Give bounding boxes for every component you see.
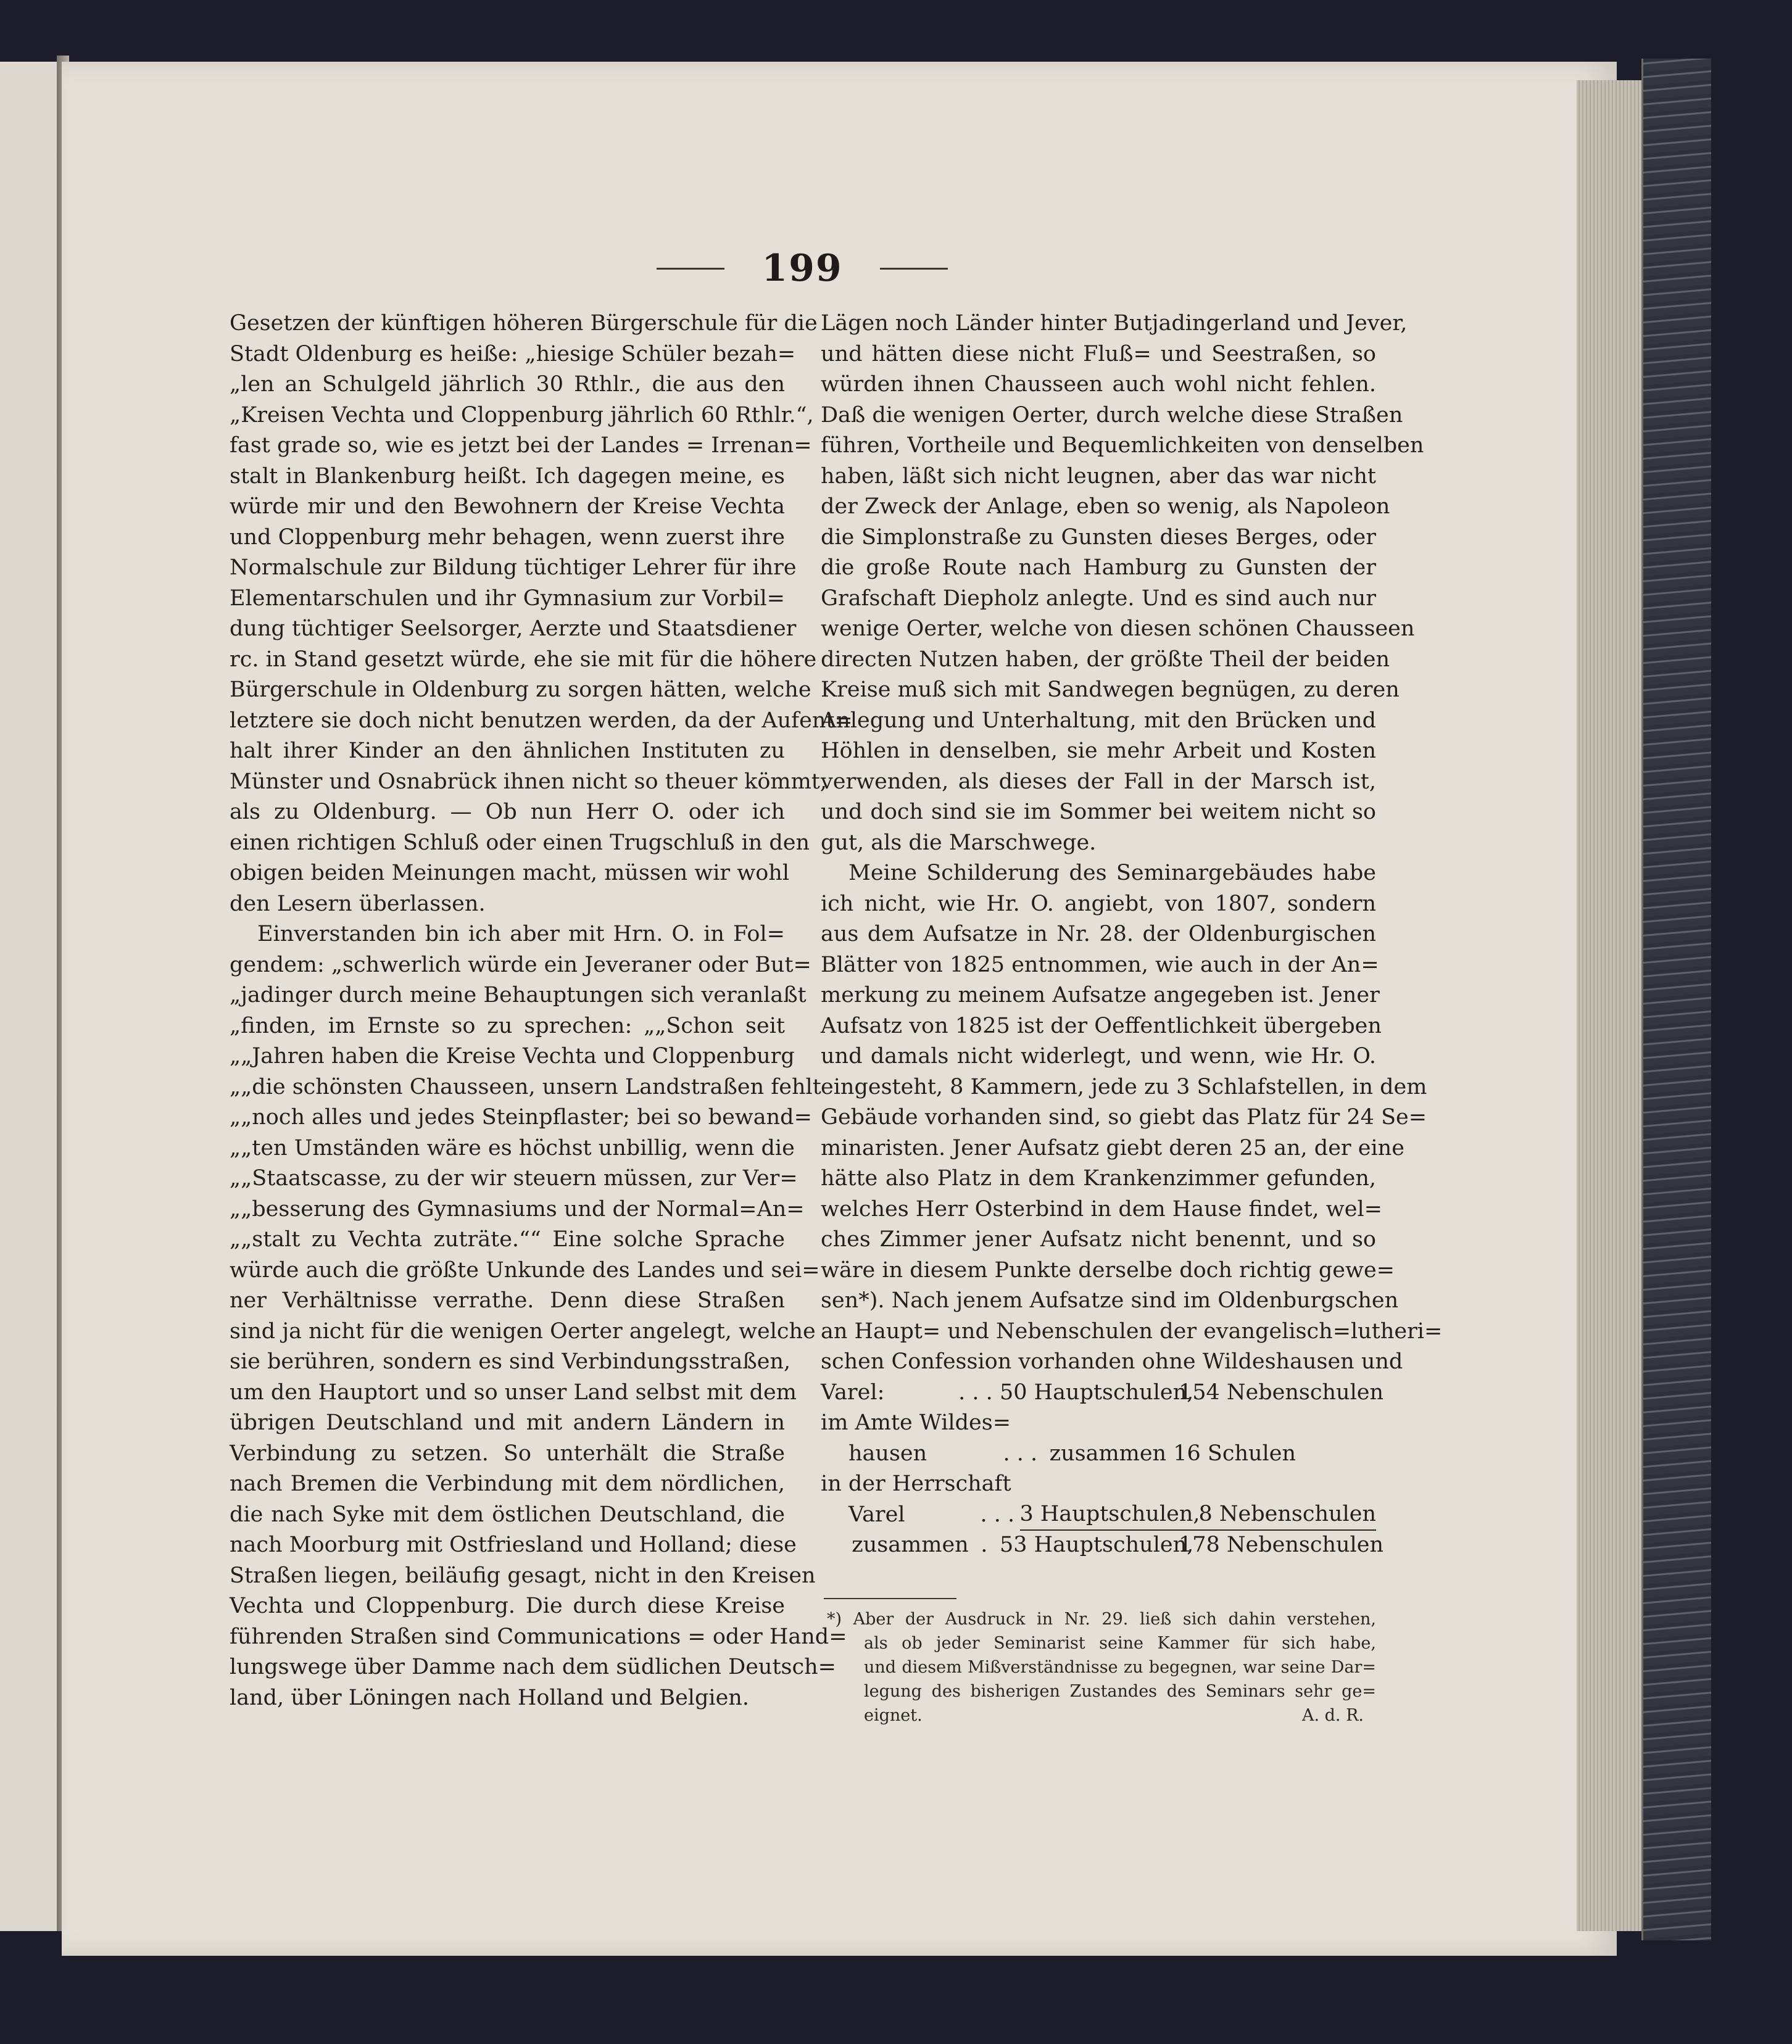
stat-row-varel xyxy=(821,1378,1384,1409)
stat-dots: . . . xyxy=(1003,1441,1038,1466)
stat-haupt: 53 Hauptschulen, xyxy=(999,1533,1194,1557)
book-cover xyxy=(1641,59,1711,1940)
text-line: die große Route nach Hamburg zu Gunsten der xyxy=(821,555,1376,580)
text-line: aus dem Aufsatze in Nr. 28. der Oldenburgischen xyxy=(821,922,1376,946)
stat-label: Varel xyxy=(848,1502,905,1527)
text-line: an Haupt= und Nebenschulen der evangelisch=lutheri= xyxy=(821,1318,1443,1344)
text-line: „„die schönsten Chausseen, unsern Landstraßen fehlt xyxy=(230,1074,821,1099)
text-line: Bürgerschule in Oldenburg zu sorgen hätten, welche xyxy=(230,677,811,702)
text-line: Anlegung und Unterhaltung, mit den Brücken und xyxy=(821,708,1376,733)
stat-total: zusammen 16 Schulen xyxy=(1049,1441,1296,1466)
stat-label: zusammen xyxy=(852,1533,969,1557)
text-line: Einverstanden bin ich aber mit Hrn. O. in Fol= xyxy=(257,922,785,946)
text-line: die Simplonstraße zu Gunsten dieses Berges, oder xyxy=(821,524,1376,550)
text-line: die nach Syke mit dem östlichen Deutschland, die xyxy=(230,1502,785,1527)
facing-page-edge xyxy=(0,62,59,1931)
text-line: Gebäude vorhanden sind, so giebt das Platz für 24 Se= xyxy=(821,1105,1427,1130)
text-line: den Lesern überlassen. xyxy=(230,891,486,916)
text-line: halt ihrer Kinder an den ähnlichen Instituten zu xyxy=(230,739,785,763)
text-line: und damals nicht widerlegt, und wenn, wie Hr. O. xyxy=(821,1044,1376,1069)
stat-neben: 154 Nebenschulen xyxy=(1179,1380,1384,1405)
text-line: ich nicht, wie Hr. O. angiebt, von 1807, sondern xyxy=(821,891,1376,916)
header-rule-left xyxy=(657,268,724,270)
footnote-lines xyxy=(827,1607,1376,1703)
text-line: Verbindung zu setzen. So unterhält die Straße xyxy=(230,1441,785,1466)
text-line: Blätter von 1825 entnommen, wie auch in der An= xyxy=(821,952,1379,977)
stat-row-herr-1 xyxy=(821,1469,1376,1500)
text-line: minaristen. Jener Aufsatz giebt deren 25 an, der eine xyxy=(821,1135,1404,1161)
text-line: Meine Schilderung des Seminargebäudes habe xyxy=(848,861,1376,885)
text-line: nach Bremen die Verbindung mit dem nördlichen, xyxy=(230,1471,785,1496)
text-line: „„Jahren haben die Kreise Vechta und Cloppenburg xyxy=(230,1044,795,1069)
stat-label: in der Herrschaft xyxy=(821,1471,1011,1496)
text-line: wenige Oerter, welche von diesen schönen Chausseen xyxy=(821,616,1415,641)
text-line: rc. in Stand gesetzt würde, ehe sie mit für die höhere xyxy=(230,647,817,672)
text-line: Gesetzen der künftigen höheren Bürgerschule für die xyxy=(230,311,818,336)
text-line: haben, läßt sich nicht leugnen, aber das war nicht xyxy=(821,463,1376,489)
text-line: sind ja nicht für die wenigen Oerter angelegt, welche xyxy=(230,1318,816,1344)
text-line: „Kreisen Vechta und Cloppenburg jährlich 60 Rthlr.“, xyxy=(230,402,814,428)
text-line: stalt in Blankenburg heißt. Ich dagegen meine, es xyxy=(230,463,785,489)
text-line: lungswege über Damme nach dem südlichen Deutsch= xyxy=(230,1655,836,1679)
text-line: führenden Straßen sind Communications = oder Hand= xyxy=(230,1624,847,1649)
text-line: eingesteht, 8 Kammern, jede zu 3 Schlafstellen, in dem xyxy=(821,1074,1427,1099)
text-line: nach Moorburg mit Ostfriesland und Holland; diese xyxy=(230,1533,797,1557)
text-line: „jadinger durch meine Behauptungen sich veranlaßt xyxy=(230,983,807,1008)
text-line: Münster und Osnabrück ihnen nicht so theuer kömmt, xyxy=(230,769,827,794)
text-line: schen Confession vorhanden ohne Wildeshausen und xyxy=(821,1349,1403,1374)
footnote-line: legung des bisherigen Zustandes des Seminars sehr ge= xyxy=(864,1682,1376,1701)
footnote xyxy=(827,1607,1376,1727)
stat-dots: . . . xyxy=(980,1502,1015,1527)
text-line: merkung zu meinem Aufsatze angegeben ist. Jener xyxy=(821,983,1380,1008)
stat-neben: 8 Nebenschulen xyxy=(1199,1499,1377,1531)
text-line: „„besserung des Gymnasiums und der Normal=An= xyxy=(230,1196,805,1222)
text-line: Daß die wenigen Oerter, durch welche diese Straßen xyxy=(821,402,1403,428)
text-line: sie berühren, sondern es sind Verbindungsstraßen, xyxy=(230,1349,791,1374)
text-line: „„ten Umständen wäre es höchst unbillig, wenn die xyxy=(230,1135,795,1161)
page-block-edges xyxy=(1577,80,1645,1931)
text-line: directen Nutzen haben, der größte Theil der beiden xyxy=(821,647,1390,672)
footnote-text: eignet. xyxy=(864,1706,923,1725)
text-line: Elementarschulen und ihr Gymnasium zur Vorbil= xyxy=(230,585,785,611)
text-line: „„noch alles und jedes Steinpflaster; bei so bewand= xyxy=(230,1105,812,1130)
stat-row-wildes-2 xyxy=(821,1439,1376,1470)
text-line: und doch sind sie im Sommer bei weitem nicht so xyxy=(821,800,1376,824)
text-line: land, über Löningen nach Holland und Belgien. xyxy=(230,1685,749,1710)
header-rule-right xyxy=(880,268,948,270)
text-line: und hätten diese nicht Fluß= und Seestraßen, so xyxy=(821,341,1376,366)
text-line: welches Herr Osterbind in dem Hause findet, wel= xyxy=(821,1196,1382,1222)
text-line: „„stalt zu Vechta zuträte.““ Eine solche Sprache xyxy=(230,1227,785,1252)
stat-haupt: 50 Hauptschulen, xyxy=(1000,1380,1194,1405)
text-line: einen richtigen Schluß oder einen Trugschluß in den xyxy=(230,830,810,855)
text-line: Straßen liegen, beiläufig gesagt, nicht in den Kreisen xyxy=(230,1563,816,1588)
stat-label: hausen xyxy=(848,1441,927,1466)
text-line: der Zweck der Anlage, eben so wenig, als Napoleon xyxy=(821,494,1390,519)
text-line: Aufsatz von 1825 ist der Oeffentlichkeit übergeben xyxy=(821,1013,1382,1038)
page-header xyxy=(648,244,956,293)
text-line: würden ihnen Chausseen auch wohl nicht fehlen. xyxy=(821,372,1376,397)
text-line: letztere sie doch nicht benutzen werden, da der Aufent= xyxy=(230,708,853,733)
footnote-line: *) Aber der Ausdruck in Nr. 29. ließ sich dahin verstehen, xyxy=(827,1610,1376,1629)
stat-label: im Amte Wildes= xyxy=(821,1410,1011,1435)
text-line: „„Staatscasse, zu der wir steuern müssen, zur Ver= xyxy=(230,1166,798,1191)
stat-row-herr-2 xyxy=(821,1500,1376,1531)
stat-neben: 178 Nebenschulen xyxy=(1178,1533,1384,1557)
stat-dots: . . . xyxy=(958,1380,993,1405)
page-number: 199 xyxy=(761,247,843,290)
footnote-last-line xyxy=(827,1703,1376,1727)
text-line: führen, Vortheile und Bequemlichkeiten von denselben xyxy=(821,433,1424,458)
text-line: „len an Schulgeld jährlich 30 Rthlr., die aus den xyxy=(230,372,785,397)
text-line: um den Hauptort und so unser Land selbst mit dem xyxy=(230,1380,797,1405)
text-line: gut, als die Marschwege. xyxy=(821,830,1097,855)
stat-label: Varel: xyxy=(821,1380,885,1405)
text-line: Normalschule zur Bildung tüchtiger Lehrer für ihre xyxy=(230,555,797,580)
right-column xyxy=(821,308,1443,1561)
text-line: obigen beiden Meinungen macht, müssen wir wohl xyxy=(230,861,790,885)
text-line: dung tüchtiger Seelsorger, Aerzte und Staatsdiener xyxy=(230,616,797,641)
text-line: ner Verhältnisse verrathe. Denn diese Straßen xyxy=(230,1288,785,1313)
text-line: Lägen noch Länder hinter Butjadingerland und Jever, xyxy=(821,311,1408,336)
text-line: würde auch die größte Unkunde des Landes und sei= xyxy=(230,1257,820,1283)
text-line: als zu Oldenburg. — Ob nun Herr O. oder ich xyxy=(230,800,785,824)
text-line: verwenden, als dieses der Fall in der Marsch ist, xyxy=(821,769,1376,794)
text-line: gendem: „schwerlich würde ein Jeveraner oder But= xyxy=(230,952,811,977)
text-line: ches Zimmer jener Aufsatz nicht benennt, und so xyxy=(821,1227,1376,1252)
text-line: Kreise muß sich mit Sandwegen begnügen, zu deren xyxy=(821,677,1400,702)
footnote-signature: A. d. R. xyxy=(1301,1706,1364,1725)
right-column-text xyxy=(821,308,1443,1378)
text-line: Höhlen in denselben, sie mehr Arbeit und Kosten xyxy=(821,739,1376,763)
stat-row-wildes-1 xyxy=(821,1408,1376,1439)
text-line: „finden, im Ernste so zu sprechen: „„Schon seit xyxy=(230,1013,785,1038)
text-line: wäre in diesem Punkte derselbe doch richtig gewe= xyxy=(821,1257,1395,1283)
stat-row-sum xyxy=(821,1530,1384,1561)
footnote-line: als ob jeder Seminarist seine Kammer für sich habe, xyxy=(864,1634,1376,1653)
text-line: würde mir und den Bewohnern der Kreise Vechta xyxy=(230,494,785,519)
text-line: sen*). Nach jenem Aufsatze sind im Oldenburgschen xyxy=(821,1288,1399,1313)
text-line: Grafschaft Diepholz anlegte. Und es sind auch nur xyxy=(821,585,1376,611)
footnote-line: und diesem Mißverständnisse zu begegnen, war seine Dar= xyxy=(864,1658,1376,1677)
text-line: Vechta und Cloppenburg. Die durch diese Kreise xyxy=(230,1594,785,1618)
stat-haupt: 3 Hauptschulen, xyxy=(1020,1499,1199,1531)
footnote-rule xyxy=(824,1598,956,1599)
text-line: fast grade so, wie es jetzt bei der Landes = Irrenan= xyxy=(230,433,812,458)
stat-dots: . xyxy=(981,1533,988,1557)
text-line: und Cloppenburg mehr behagen, wenn zuerst ihre xyxy=(230,524,785,550)
text-line: Stadt Oldenburg es heiße: „hiesige Schüler bezah= xyxy=(230,341,796,366)
text-line: hätte also Platz in dem Krankenzimmer gefunden, xyxy=(821,1166,1376,1191)
text-line: übrigen Deutschland und mit andern Ländern in xyxy=(230,1410,785,1435)
